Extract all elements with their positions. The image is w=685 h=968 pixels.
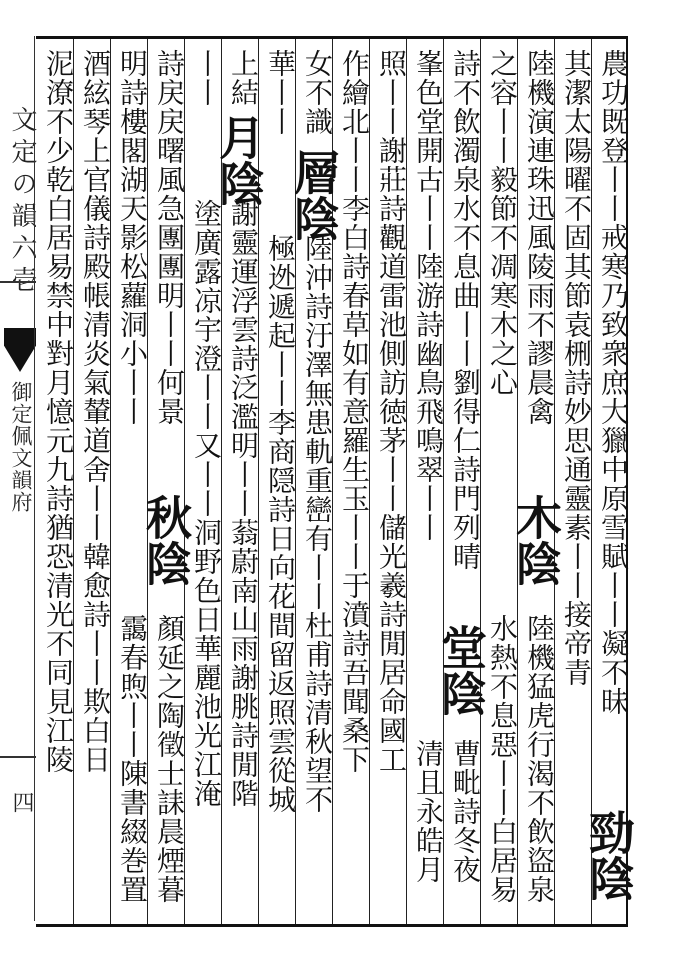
heading-jin-yin: 勁陰 [582, 809, 636, 901]
text-column [73, 39, 111, 924]
text-column [480, 39, 518, 924]
column-text-tail: 陸沖詩汙澤無患軌重巒有丨丨杜甫詩清秋望不 [301, 234, 334, 814]
page-margin [0, 36, 36, 921]
book-title: 御定佩文韻府 [9, 381, 33, 513]
margin-rule-lower [0, 756, 36, 758]
margin-border-line [34, 36, 35, 921]
margin-rule-upper [0, 281, 36, 283]
text-column [591, 39, 629, 924]
margin-top-text: 文定の韻六壱 [7, 106, 37, 298]
heading-tang-yin: 堂陰 [434, 624, 488, 716]
column-text-tail: 陸機猛虎行渴不飲盜泉 [523, 614, 556, 904]
column-text: 泥潦不少乾白居易禁中對月憶元九詩猶恐清光不同見江陵 [42, 49, 75, 774]
column-text: 明詩樓閣湖天影松蘿洞小丨丨 [116, 49, 149, 426]
column-text: 詩戻戻曙風急團團明丨丨何景 [153, 49, 186, 426]
column-text-tail: 極迯遞起丨丨李商隠詩日向花間留返照雲從城 [264, 234, 297, 814]
column-text: 華丨丨 [264, 49, 297, 136]
column-text: 丨丨 [190, 49, 223, 107]
column-text: 詩不飲濁泉水不息曲丨丨劉得仁詩門列晴 [449, 49, 482, 571]
text-column [147, 39, 185, 924]
column-text-tail: 顏延之陶徵士誄晨煙暮 [153, 614, 186, 904]
page-number: 四 [9, 791, 34, 813]
text-column [110, 39, 148, 924]
column-text: 作繪北丨丨李白詩春草如有意羅生玉丨丨于濆詩吾聞桑下 [338, 49, 371, 774]
text-column [36, 39, 74, 924]
column-text: 其潔太陽曜不固其節袁㭢詩妙思通靈素丨丨接帝青 [560, 49, 593, 687]
column-text-tail: 水熱不息惡丨丨白居易 [486, 614, 519, 904]
text-column [406, 39, 444, 924]
column-text: 峯色堂開古丨丨陸游詩幽鳥飛鳴翠丨丨 [412, 49, 445, 542]
column-text-tail: 曹毗詩冬夜 [449, 739, 482, 884]
heading-mu-yin: 木陰 [509, 494, 563, 586]
column-text-tail: 塗廣露凉宇澄丨丨又丨丨洞野色日華麗池光江淹 [190, 199, 223, 808]
fishtail-ornament-icon [4, 328, 36, 372]
text-frame [36, 36, 636, 927]
text-column [517, 39, 555, 924]
column-text: 照丨丨謝莊詩觀道雷池側訪徳茅丨丨儲光羲詩閒居命國工 [375, 49, 408, 774]
column-text: 農功既登丨丨戒寒乃致衆庶大獵中原雪賦丨丨凝不昧 [597, 49, 630, 716]
column-text: 陸機演連珠迅風陵雨不謬晨禽 [523, 49, 556, 426]
text-column [443, 39, 481, 924]
column-text: 之容丨丨毅節不凋寒木之心 [486, 49, 519, 397]
text-column [554, 39, 592, 924]
heading-qiu-yin: 秋陰 [139, 494, 193, 586]
column-text-tail: 清且永皓月 [412, 739, 445, 884]
column-text: 女不識 [301, 49, 334, 136]
column-text-tail: 謝靈運浮雲詩泛濫明丨丨蓊蔚南山雨謝朓詩閒階 [227, 199, 260, 808]
text-column [369, 39, 407, 924]
column-text: 酒絃琴上官儀詩殿帳清炎氣輦道舍丨丨韓愈詩丨丨欺白日 [79, 49, 112, 774]
heading-yue-yin: 月陰 [212, 114, 266, 206]
column-text: 上結 [227, 49, 260, 107]
heading-ceng-yin: 層陰 [287, 149, 341, 241]
column-text-tail: 靄春煦丨丨陳書綴巻置 [116, 614, 149, 904]
